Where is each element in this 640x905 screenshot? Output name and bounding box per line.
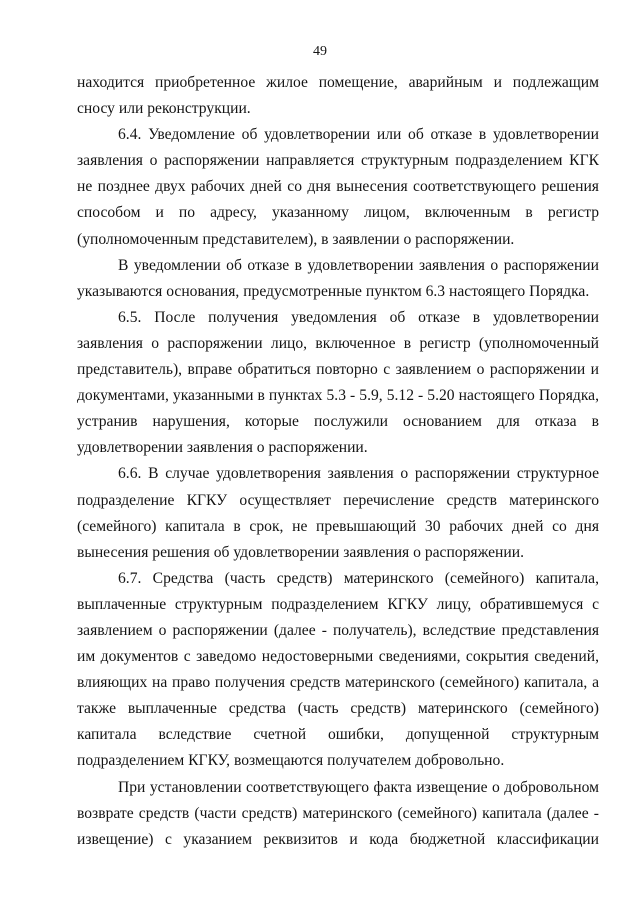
page-number: 49 bbox=[313, 44, 327, 59]
paragraph-6-4: 6.4. Уведомление об удовлетворении или об отказе в удовлетворении заявления о распоряжении направляется структурным подразделением КГК не позднее двух рабочих дней со дня вынесения соответствующего решения способом и по адресу, указанному лицом, включенным в регистр (уполномоченным представителем), в заявлении о распоряжении. bbox=[77, 126, 599, 248]
document-body bbox=[77, 70, 599, 853]
paragraph-refusal-grounds: В уведомлении об отказе в удовлетворении заявления о распоряжении указываются основания, предусмотренные пунктом 6.3 настоящего Порядка. bbox=[77, 256, 599, 300]
paragraph-6-5: 6.5. После получения уведомления об отказе в удовлетворении заявления о распоряжении лицо, включенное в регистр (уполномоченный представитель), вправе обратиться повторно с заявлением о распоряжении и документами, указанными в пунктах 5.3 - 5.9, 5.12 - 5.20 настоящего Порядка, устранив нарушения, которые послужили основанием для отказа в удовлетворении заявления о распоряжении. bbox=[77, 308, 599, 457]
paragraph-6-6: 6.6. В случае удовлетворения заявления о распоряжении структурное подразделение КГКУ осуществляет перечисление средств материнского (семейного) капитала в срок, не превышающий 30 рабочих дней со дня вынесения решения об удовлетворении заявления о распоряжении. bbox=[77, 465, 599, 561]
paragraph-6-7: 6.7. Средства (часть средств) материнского (семейного) капитала, выплаченные структурным подразделением КГКУ лицу, обратившемуся с заявлением о распоряжении (далее - получатель), вследствие представления им документов с заведомо недостоверными сведениями, сокрытия сведений, влияющих на право получения средств материнского (семейного) капитала, а также выплаченные средства (часть средств) материнского (семейного) капитала вследствие счетной ошибки, допущенной структурным подразделением КГКУ, возмещаются получателем добровольно. bbox=[77, 569, 599, 770]
paragraph-notice: При установлении соответствующего факта извещение о добровольном возврате средств (части средств) материнского (семейного) капитала (далее - извещение) с указанием реквизитов и кода бюджетной классификации bbox=[77, 778, 599, 848]
paragraph-continuation: находится приобретенное жилое помещение, аварийным и подлежащим сносу или реконструкции. bbox=[77, 74, 599, 118]
